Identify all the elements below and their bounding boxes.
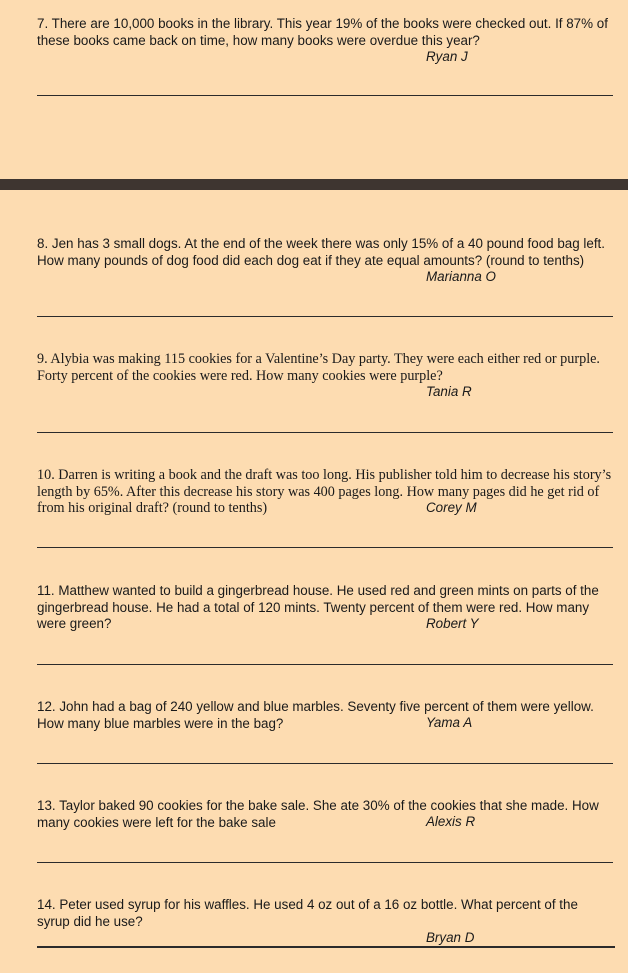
problem-9 bbox=[37, 351, 612, 401]
author-name: Corey M bbox=[426, 500, 477, 515]
answer-line[interactable] bbox=[37, 316, 613, 317]
problem-7 bbox=[37, 16, 612, 66]
problem-text: 8. Jen has 3 small dogs. At the end of the week there was only 15% of a 40 pound food bag left. How many pounds of dog food did each dog eat if they ate equal amounts? (round to tenths) bbox=[37, 236, 605, 268]
answer-line[interactable] bbox=[37, 547, 613, 548]
author-name: Alexis R bbox=[426, 814, 476, 829]
problem-text: 14. Peter used syrup for his waffles. He used 4 oz out of a 16 oz bottle. What percent of the syrup did he use? bbox=[37, 897, 578, 929]
problem-14 bbox=[37, 897, 612, 945]
author-name: Yama A bbox=[426, 715, 473, 730]
problem-text: 7. There are 10,000 books in the library. This year 19% of the books were checked out. If 87% of these books came back on time, how many books were overdue this year? bbox=[37, 16, 608, 48]
problem-12 bbox=[37, 699, 612, 732]
section-divider bbox=[0, 179, 628, 190]
author-name: Tania R bbox=[426, 384, 472, 400]
problem-8 bbox=[37, 236, 612, 286]
answer-line[interactable] bbox=[37, 946, 615, 948]
problem-11 bbox=[37, 583, 612, 633]
problem-text: 9. Alybia was making 115 cookies for a Valentine’s Day party. They were each either red or purple. Forty percent of the cookies were red. How many cookies were purple? bbox=[37, 351, 600, 384]
answer-line[interactable] bbox=[37, 862, 613, 863]
problem-13 bbox=[37, 798, 612, 831]
problem-text: 11. Matthew wanted to build a gingerbread house. He used red and green mints on parts of the gingerbread house. He had a total of 120 mints. Twenty percent of them were red. How many were green? bbox=[37, 583, 599, 632]
problem-text: 12. John had a bag of 240 yellow and blue marbles. Seventy five percent of them were yellow. How many blue marbles were in the bag? bbox=[37, 699, 594, 731]
answer-line[interactable] bbox=[37, 664, 613, 665]
answer-line[interactable] bbox=[37, 432, 613, 433]
author-name: Marianna O bbox=[426, 269, 496, 285]
problem-text: 13. Taylor baked 90 cookies for the bake sale. She ate 30% of the cookies that she made. How many cookies were left for the bake sale bbox=[37, 798, 599, 830]
answer-line[interactable] bbox=[37, 763, 613, 764]
author-name: Robert Y bbox=[426, 616, 479, 631]
answer-line[interactable] bbox=[37, 95, 613, 96]
problem-text: 10. Darren is writing a book and the draft was too long. His publisher told him to decrease his story’s length by 65%. After this decrease his story was 400 pages long. How many pages did he get rid of from his original draft? (round to tenths) bbox=[37, 467, 612, 517]
problem-10 bbox=[37, 467, 612, 517]
author-name: Bryan D bbox=[426, 930, 475, 945]
author-name: Ryan J bbox=[426, 49, 468, 65]
